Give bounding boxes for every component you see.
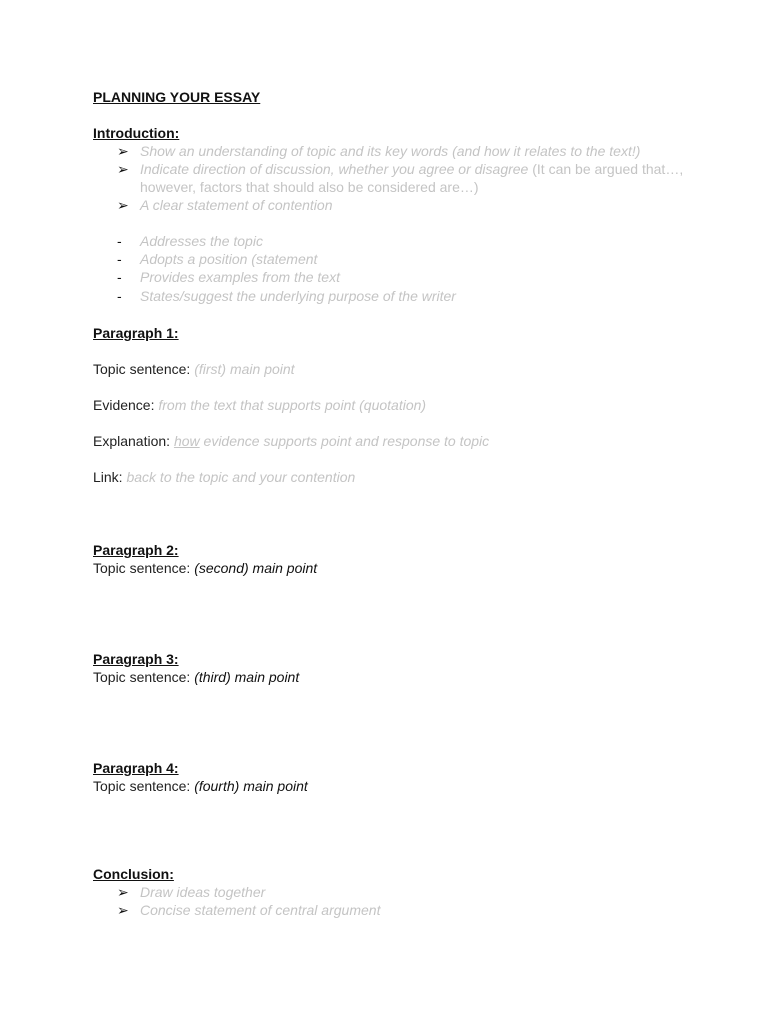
intro-arrow-item <box>93 196 733 214</box>
paragraph2-topic-sentence <box>93 559 317 577</box>
paragraph4-topic-sentence <box>93 777 308 795</box>
conclusion-arrow-item-text: Concise statement of central argument <box>140 902 381 918</box>
explanation-label: Explanation: <box>93 433 171 449</box>
paragraph1-heading: Paragraph 1: <box>93 325 179 341</box>
link-value: back to the topic and your contention <box>126 469 356 485</box>
arrow-bullet-icon: ➢ <box>117 884 129 900</box>
paragraph2-heading: Paragraph 2: <box>93 542 179 558</box>
link-label: Link: <box>93 469 123 485</box>
arrow-bullet-icon: ➢ <box>117 902 129 918</box>
conclusion-arrow-item-text: Draw ideas together <box>140 884 266 900</box>
paragraph4-heading: Paragraph 4: <box>93 760 179 776</box>
intro-arrow-item-text <box>140 160 683 178</box>
intro-arrow-item-continuation: however, factors that should also be considered are…) <box>140 179 479 195</box>
dash-bullet-icon: - <box>117 251 122 267</box>
conclusion-arrow-item <box>93 901 733 919</box>
topic-sentence-value: (fourth) main point <box>194 778 308 794</box>
intro-dash-item-text: Provides examples from the text <box>140 269 340 285</box>
topic-sentence-label: Topic sentence: <box>93 778 191 794</box>
topic-sentence-value: (first) main point <box>194 361 295 377</box>
paragraph1-link <box>93 468 355 486</box>
evidence-value: from the text that supports point (quotation) <box>158 397 427 413</box>
intro-arrow-item-tail: (It can be argued that…, <box>528 161 684 177</box>
dash-bullet-icon: - <box>117 269 122 285</box>
intro-dash-item <box>93 250 733 268</box>
evidence-label: Evidence: <box>93 397 155 413</box>
intro-arrow-item-main: Indicate direction of discussion, whether you agree or disagree <box>140 161 529 177</box>
conclusion-heading: Conclusion: <box>93 866 174 882</box>
conclusion-arrow-item <box>93 883 733 901</box>
paragraph1-explanation <box>93 432 489 450</box>
paragraph1-topic-sentence <box>93 360 295 378</box>
explanation-value: evidence supports point and response to topic <box>199 433 490 449</box>
intro-arrow-item-text: Show an understanding of topic and its key words (and how it relates to the text!) <box>140 143 641 159</box>
document-title: PLANNING YOUR ESSAY <box>93 89 261 105</box>
arrow-bullet-icon: ➢ <box>117 197 129 213</box>
topic-sentence-value: (second) main point <box>194 560 318 576</box>
topic-sentence-label: Topic sentence: <box>93 669 191 685</box>
intro-arrow-item <box>93 160 733 196</box>
intro-dash-item <box>93 232 733 250</box>
paragraph1-evidence <box>93 396 426 414</box>
arrow-bullet-icon: ➢ <box>117 161 129 177</box>
explanation-how: how <box>173 433 200 449</box>
topic-sentence-label: Topic sentence: <box>93 560 191 576</box>
dash-bullet-icon: - <box>117 233 122 249</box>
intro-dash-item <box>93 268 733 286</box>
intro-arrow-item-text: A clear statement of contention <box>140 197 333 213</box>
topic-sentence-value: (third) main point <box>194 669 300 685</box>
intro-dash-item-text: States/suggest the underlying purpose of the writer <box>140 288 456 304</box>
introduction-heading: Introduction: <box>93 125 180 141</box>
paragraph3-heading: Paragraph 3: <box>93 651 179 667</box>
topic-sentence-label: Topic sentence: <box>93 361 191 377</box>
intro-dash-item-text: Adopts a position (statement <box>140 251 318 267</box>
dash-bullet-icon: - <box>117 288 122 304</box>
intro-arrow-item <box>93 142 733 160</box>
paragraph3-topic-sentence <box>93 668 299 686</box>
arrow-bullet-icon: ➢ <box>117 143 129 159</box>
intro-dash-item <box>93 287 733 305</box>
intro-dash-item-text: Addresses the topic <box>140 233 263 249</box>
